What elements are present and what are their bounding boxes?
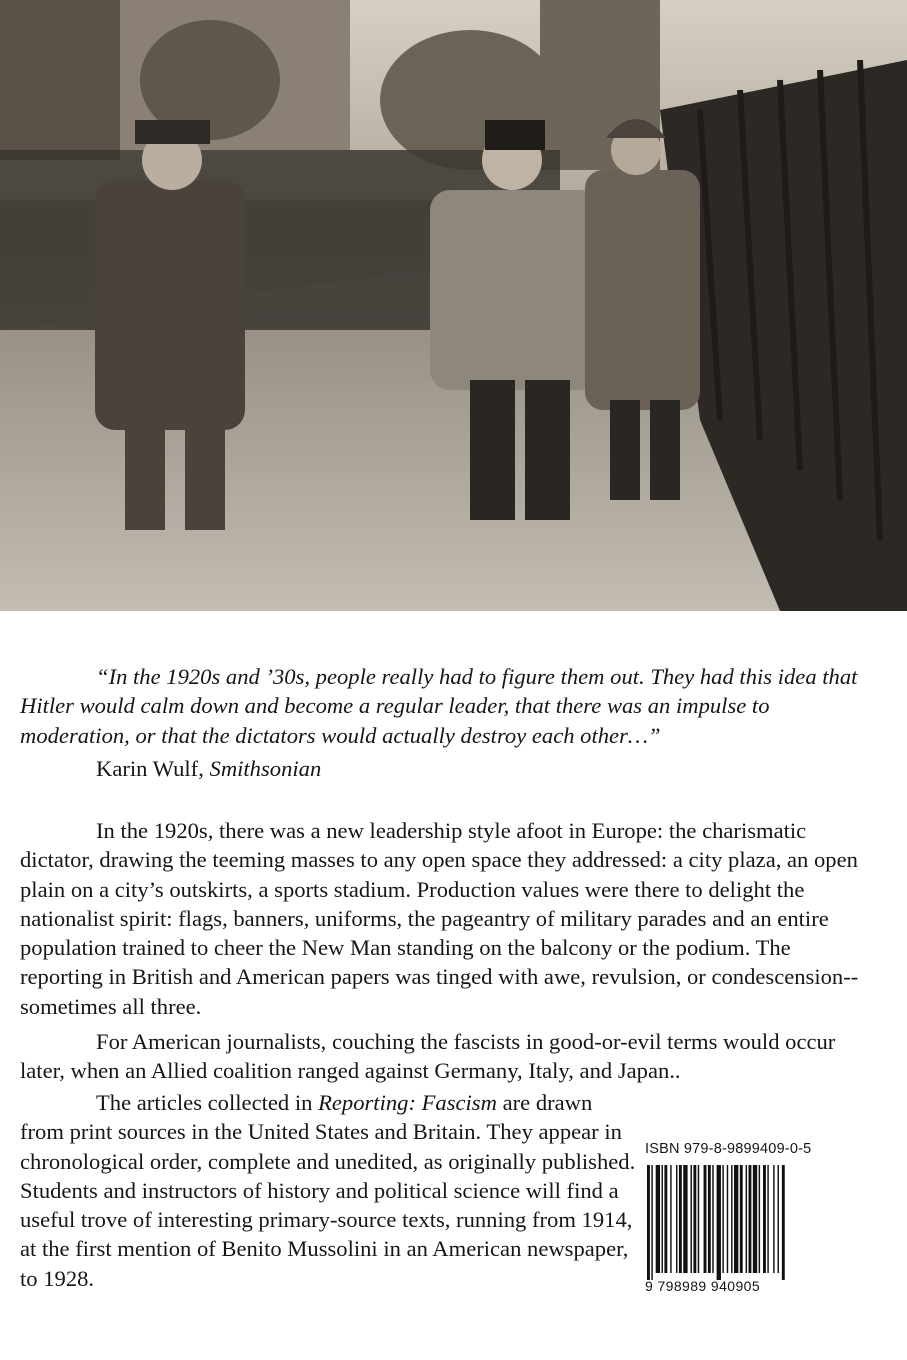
paragraph-3-intro: The articles collected in [96,1090,313,1115]
barcode-bar [656,1165,660,1273]
isbn-label: ISBN 979-8-9899409-0-5 [645,1141,812,1157]
barcode-bar [722,1165,723,1273]
barcode-bar [698,1165,699,1273]
barcode-bar [670,1165,671,1273]
parade-photo-icon [0,0,907,611]
barcode-digits: 9 798989 940905 [645,1278,760,1294]
barcode-bar [763,1165,766,1273]
quote-author: Karin Wulf, [96,756,204,781]
barcode-bar [740,1165,743,1273]
barcode-bar [753,1165,757,1273]
paragraph-2: For American journalists, couching the fascists in good-or-evil terms would occur later, when an Allied coalition ranged against Germany, Italy, and Japan.. [20,1029,836,1084]
barcode-bar [767,1165,768,1273]
barcode-bar [651,1165,652,1280]
barcode-bar [708,1165,711,1273]
barcode-bars-icon [645,1165,840,1280]
barcode-bar [759,1165,760,1273]
cover-photo [0,0,907,611]
barcode-bar [676,1165,677,1273]
barcode-bar [731,1165,732,1273]
barcode-bar [691,1165,692,1273]
barcode-bar [778,1165,779,1273]
barcode-bar [704,1165,707,1273]
barcode-bar [679,1165,682,1273]
barcode-bar [683,1165,687,1273]
barcode-bar [727,1165,728,1273]
paragraph-3-rest: drawn from print sources in the United States and Britain. They appear in chronological order, complete and unedited, as originally published. Students and instructors of history and political science will find a useful trove of interesting primary-source texts, running from 1914, at the first mention of Benito Mussolini in an American newspaper, to 1928. [20,1090,636,1291]
barcode-bar [717,1165,721,1280]
barcode-bar [647,1165,650,1280]
book-title: Reporting: Fascism [318,1090,497,1115]
barcode-bar [782,1165,785,1280]
barcode-bar [662,1165,663,1273]
barcode-bar [664,1165,667,1273]
barcode-bar [693,1165,696,1273]
paragraph-1: In the 1920s, there was a new leadership style afoot in Europe: the charismatic dictator, drawing the teeming masses to any open space they addressed: a city plaza, an open plain on a city’s outskirts, a sports stadium. Production values were there to delight the nationalist spirit: flags, banners, uniforms, the pageantry of military parades and an entire population trained to cheer the New Man standing on the balcony or the podium. The reporting in British and American papers was tinged with awe, revulsion, or condescension--sometimes all three. [20,818,859,1019]
quote-text: “In the 1920s and ’30s, people really had to figure them out. They had this idea that Hitler would calm down and become a regular leader, that there was an impulse to moderation, or that the dictators would actually destroy each other…” [20,664,858,748]
quote-source: Smithsonian [209,756,322,781]
barcode-bar [749,1165,752,1273]
paragraph-3-after-title: are [502,1090,531,1115]
barcode-bar [712,1165,713,1273]
quote-attribution [96,754,907,783]
barcode-bar [773,1165,774,1273]
barcode [645,1141,840,1301]
barcode-bar [746,1165,747,1273]
paragraph-3 [20,1088,640,1293]
barcode-bar [734,1165,738,1273]
